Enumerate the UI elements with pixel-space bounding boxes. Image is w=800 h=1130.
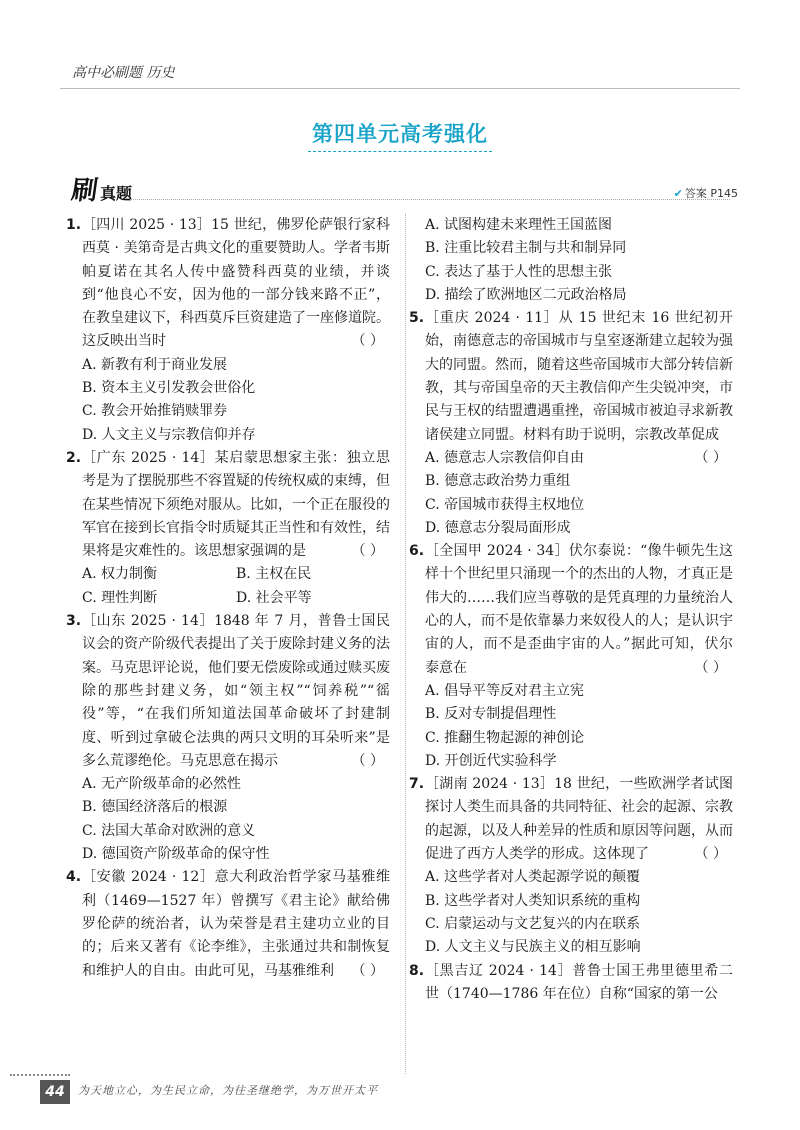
option[interactable]: D. 开创近代实验科学 xyxy=(425,752,557,769)
option-row xyxy=(82,587,390,610)
option[interactable]: D. 描绘了欧洲地区二元政治格局 xyxy=(425,286,627,303)
question-stem: ［广东 2025 · 14］某启蒙思想家主张：独立思考是为了摆脱那些不容置疑的传统权威的束缚，但在某些情况下须绝对服从。比如，一个正在服役的军官在接到长官指令时质疑其正当性和有效性，结果将是灾难性的。该思想家强调的是 xyxy=(82,449,390,560)
question-stem: ［黑吉辽 2024 · 14］普鲁士国王弗里德里希二世（1740—1786 年在位）自称“国家的第一公 xyxy=(425,962,733,1002)
answer-paren: （ ） xyxy=(694,659,727,676)
option[interactable]: B. 资本主义引发教会世俗化 xyxy=(82,380,256,397)
question-7 xyxy=(409,773,733,959)
question-number: 1. xyxy=(66,217,82,233)
option[interactable]: C. 理性判断 xyxy=(82,589,158,606)
option[interactable]: C. 帝国城市获得主权地位 xyxy=(425,496,585,513)
option[interactable]: C. 表达了基于人性的思想主张 xyxy=(425,263,613,280)
answer-paren: （ ） xyxy=(351,962,384,979)
answer-paren: （ ） xyxy=(351,333,384,350)
option-row xyxy=(82,563,390,586)
option[interactable]: D. 德意志分裂局面形成 xyxy=(425,519,571,536)
section-heading-label: 真题 xyxy=(100,184,133,203)
section-heading-brush: 刷 xyxy=(69,176,100,206)
answer-paren: （ ） xyxy=(351,543,384,560)
question-1 xyxy=(66,214,390,447)
question-number: 7. xyxy=(409,776,425,793)
option[interactable]: B. 反对专制提倡理性 xyxy=(425,706,557,723)
section-divider xyxy=(130,199,730,200)
option[interactable]: B. 德意志政治势力重组 xyxy=(425,473,571,490)
option[interactable]: B. 这些学者对人类知识系统的重构 xyxy=(425,892,641,909)
option[interactable]: C. 教会开始推销赎罪券 xyxy=(82,403,228,420)
left-column xyxy=(66,214,390,983)
question-number: 6. xyxy=(409,543,425,560)
check-icon: ✔ xyxy=(673,187,683,200)
question-number: 2. xyxy=(66,449,82,466)
option[interactable]: A. 试图构建未来理性王国蓝图 xyxy=(425,217,613,233)
question-stem: ［山东 2025 · 14］1848 年 7 月，普鲁士国民议会的资产阶级代表提出了关于废除封建义务的法案。马克思评论说，他们要无偿废除或通过赎买废除的那些封建义务，如“领主权”“饲养税”“徭役”等，“在我们所知道法国革命破坏了封建制度、听到过拿破仑法典的两只文明的耳朵听来”是多么荒谬绝伦。马克思意在揭示 xyxy=(82,613,390,769)
option[interactable]: B. 主权在民 xyxy=(236,566,312,583)
question-stem: ［四川 2025 · 13］15 世纪，佛罗伦萨银行家科西莫 · 美第奇是古典文化的重要赞助人。学者韦斯帕夏诺在其名人传中盛赞科西莫的业绩，并谈到“他良心不安，因为他的一部分钱来路不正”，在教皇建议下，科西莫斥巨资建造了一座修道院。这反映出当时 xyxy=(82,217,390,350)
question-2 xyxy=(66,447,390,610)
question-stem: ［重庆 2024 · 11］从 15 世纪末 16 世纪初开始，南德意志的帝国城市与皇室逐渐建立起较为强大的同盟。然而，随着这些帝国城市大部分转信新教，其与帝国皇帝的天主教信仰产生尖锐冲突，市民与王权的结盟遭遇重挫，帝国城市被迫寻求新教诸侯建立同盟。材料有助于说明，宗教改革促成 xyxy=(425,310,733,443)
option[interactable]: A. 新教有利于商业发展 xyxy=(82,356,228,373)
option[interactable]: B. 注重比较君主制与共和制异同 xyxy=(425,240,627,257)
question-stem: ［安徽 2024 · 12］意大利政治哲学家马基雅维利（1469—1527 年）曾撰写《君主论》献给佛罗伦萨的统治者，认为荣誉是君主建功立业的目的；后来又著有《论李维》，主张通过共和制恢复和维护人的自由。由此可见，马基雅维利 xyxy=(82,869,390,979)
question-4 xyxy=(66,866,390,982)
option[interactable]: B. 德国经济落后的根源 xyxy=(82,799,228,816)
question-stem: ［全国甲 2024 · 34］伏尔泰说：“像牛顿先生这样十个世纪里只涌现一个的杰出的人物，才真正是伟大的……我们应当尊敬的是凭真理的力量统治人心的人，而不是依靠暴力来奴役人的人；是认识宇宙的人，而不是歪曲宇宙的人。”据此可知，伏尔泰意在 xyxy=(425,543,733,676)
option[interactable]: C. 启蒙运动与文艺复兴的内在联系 xyxy=(425,915,641,932)
header-divider xyxy=(60,88,740,89)
footer-motto: 为天地立心，为生民立命，为往圣继绝学，为万世开太平 xyxy=(78,1084,378,1097)
right-column xyxy=(409,214,733,1006)
option[interactable]: A. 无产阶级革命的必然性 xyxy=(82,776,242,793)
question-5 xyxy=(409,307,733,540)
page-number: 44 xyxy=(40,1080,70,1104)
option[interactable]: D. 社会平等 xyxy=(236,589,312,606)
column-divider xyxy=(405,214,406,1074)
question-number: 8. xyxy=(409,962,425,979)
unit-title: 第四单元高考强化 xyxy=(308,118,492,152)
option[interactable]: A. 这些学者对人类起源学说的颠覆 xyxy=(425,869,641,886)
option[interactable]: D. 德国资产阶级革命的保守性 xyxy=(82,846,270,863)
option[interactable]: C. 法国大革命对欧洲的意义 xyxy=(82,822,256,839)
option[interactable]: C. 推翻生物起源的神创论 xyxy=(425,729,585,746)
question-3 xyxy=(66,610,390,866)
answer-paren: （ ） xyxy=(694,846,727,863)
answer-paren: （ ） xyxy=(694,449,727,466)
answer-paren: （ ） xyxy=(351,752,384,769)
option[interactable]: D. 人文主义与民族主义的相互影响 xyxy=(425,939,641,956)
section-heading xyxy=(69,170,133,206)
question-8 xyxy=(409,960,733,1007)
footer-dots xyxy=(10,1074,70,1076)
question-number: 4. xyxy=(66,869,82,886)
option[interactable]: D. 人文主义与宗教信仰并存 xyxy=(82,426,256,443)
option[interactable]: A. 倡导平等反对君主立宪 xyxy=(425,682,585,699)
option[interactable]: A. 德意志人宗教信仰自由 xyxy=(425,449,585,466)
unit-title-wrap xyxy=(0,118,800,152)
header-title: 高中必刷题 历史 xyxy=(72,65,175,81)
question-number: 5. xyxy=(409,310,425,327)
question-number: 3. xyxy=(66,613,82,630)
option[interactable]: A. 权力制衡 xyxy=(82,566,158,583)
question-6 xyxy=(409,540,733,773)
answer-ref xyxy=(674,185,738,201)
question-4-options xyxy=(425,214,733,307)
question-stem: ［湖南 2024 · 13］18 世纪，一些欧洲学者试图探讨人类生而具备的共同特征、社会的起源、宗教的起源，以及人种差异的性质和原因等问题，从而促进了西方人类学的形成。这体现了 xyxy=(425,776,733,863)
answer-ref-text: 答案 P145 xyxy=(684,187,738,200)
